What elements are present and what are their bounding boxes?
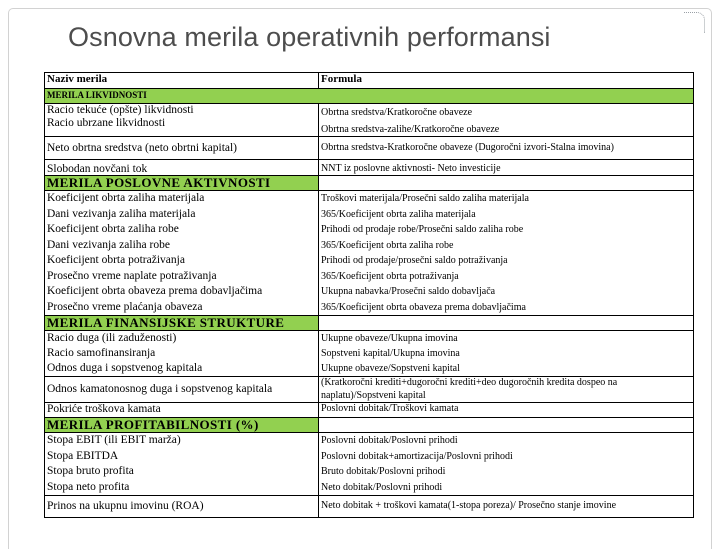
metric-name: Koeficijent obrta zaliha materijala [47,192,205,204]
metric-formula: Obrtna sredstva-Kratkoročne obaveze (Dugoročni izvori-Stalna imovina) [321,141,614,153]
metric-formula: 365/Koeficijent obrta potraživanja [321,270,459,282]
metric-name: Dani vezivanja zaliha materijala [47,207,196,220]
metric-formula: Obrtna sredstva/Kratkoročne obaveze [321,107,473,118]
metric-name: Prinos na ukupnu imovinu (ROA) [47,500,204,513]
section-header-business-activity [45,176,694,191]
metric-names [45,160,319,176]
metric-names [45,433,319,496]
metric-formula: Prihodi od prodaje/prosečni saldo potraživanja [321,255,508,266]
metric-formulas [319,403,694,418]
metric-formula: Ukupne obaveze/Sopstveni kapital [321,363,460,374]
metric-name: Racio duga (ili zaduženosti) [47,332,177,344]
metric-formula: 365/Koeficijent obrta zaliha robe [321,239,454,251]
metric-formula: Poslovni dobitak/Troškovi kamata [321,403,459,414]
metric-name: Prosečno vreme plaćanja obaveza [47,300,203,313]
metric-formula: NNT iz poslovne aktivnosti- Neto investicije [321,162,501,174]
header-name: Naziv merila [45,73,319,89]
metric-name: Stopa neto profita [47,480,130,493]
section-header-financial-structure [45,316,694,331]
metrics-table [44,72,694,518]
section-label: MERILA PROFITABILNOSTI (%) [45,418,319,433]
slide-title: Osnovna merila operativnih performansi [68,22,551,52]
metric-formula: Neto dobitak + troškovi kamata(1-stopa poreza)/ Prosečno stanje imovine [321,500,617,512]
table-row [45,331,694,377]
section-label: MERILA FINANSIJSKE STRUKTURE [45,316,319,331]
metric-names [45,377,319,403]
table-row [45,403,694,418]
metric-name: Stopa EBITDA [47,449,119,462]
corner-decoration [684,12,705,33]
table-row [45,191,694,316]
table-row [45,433,694,496]
metric-formula: Poslovni dobitak+amortizacija/Poslovni prihodi [321,450,513,462]
metric-name: Racio samofinansiranja [47,347,156,359]
metric-formulas [319,160,694,176]
metric-name: Koeficijent obrta zaliha robe [47,223,179,235]
table-row [45,496,694,518]
metric-formulas [319,377,694,403]
table-header-row [45,73,694,89]
metric-formulas [319,496,694,518]
metric-formula: Bruto dobitak/Poslovni prihodi [321,466,446,477]
section-spacer [319,176,694,191]
metric-names [45,403,319,418]
table-row [45,160,694,176]
metric-name: Racio tekuće (opšte) likvidnosti [47,104,194,116]
metric-name: Racio ubrzane likvidnosti [47,116,166,129]
metric-formulas [319,137,694,160]
metric-names [45,191,319,316]
table-row [45,377,694,403]
table-row [45,137,694,160]
metric-names [45,137,319,160]
metric-name: Neto obrtna sredstva (neto obrtni kapital) [47,141,238,154]
header-formula: Formula [319,73,694,89]
metric-names [45,104,319,137]
metric-formula: (Kratkoročni krediti+dugoročni krediti+deo dugoročnih kredita dospeo na [321,377,618,388]
metric-formulas [319,331,694,377]
metric-formula: Sopstveni kapital/Ukupna imovina [321,348,460,359]
metric-formula: Obrtna sredstva-zalihe/Kratkoročne obaveze [321,123,500,135]
metric-formulas [319,104,694,137]
metric-formula: Troškovi materijala/Prosečni saldo zaliha materijala [321,193,529,204]
metric-formula: 365/Koeficijent obrta zaliha materijala [321,208,476,220]
metric-formula: naplatu)/Sopstveni kapital [321,389,426,401]
metric-names [45,331,319,377]
section-label: MERILA LIKVIDNOSTI [45,89,694,104]
metric-formula: Ukupna nabavka/Prosečni saldo dobavljača [321,286,496,297]
metric-name: Dani vezivanja zaliha robe [47,238,170,251]
metric-formula: Ukupne obaveze/Ukupna imovina [321,333,458,344]
section-label: MERILA POSLOVNE AKTIVNOSTI [45,176,319,191]
metric-name: Koeficijent obrta obaveza prema dobavljačima [47,285,263,297]
metric-names [45,496,319,518]
metric-name: Pokriće troškova kamata [47,403,161,415]
metric-formula: Prihodi od prodaje robe/Prosečni saldo zaliha robe [321,224,524,235]
metric-formula: Neto dobitak/Poslovni prihodi [321,481,443,493]
metric-name: Odnos duga i sopstvenog kapitala [47,362,203,374]
metric-name: Stopa EBIT (ili EBIT marža) [47,434,181,446]
metric-formula: 365/Koeficijent obrta obaveza prema dobavljačima [321,301,526,313]
metric-formula: Poslovni dobitak/Poslovni prihodi [321,435,458,446]
metric-formulas [319,433,694,496]
section-header-profitability [45,418,694,433]
metric-name: Prosečno vreme naplate potraživanja [47,269,217,282]
metric-name: Stopa bruto profita [47,465,134,477]
metric-name: Slobodan novčani tok [47,162,148,175]
metric-formulas [319,191,694,316]
table-row [45,104,694,137]
section-spacer [319,418,694,433]
section-spacer [319,316,694,331]
section-header-liquidity [45,89,694,104]
metric-name: Koeficijent obrta potraživanja [47,254,185,266]
metric-name: Odnos kamatonosnog duga i sopstvenog kapitala [47,383,273,396]
